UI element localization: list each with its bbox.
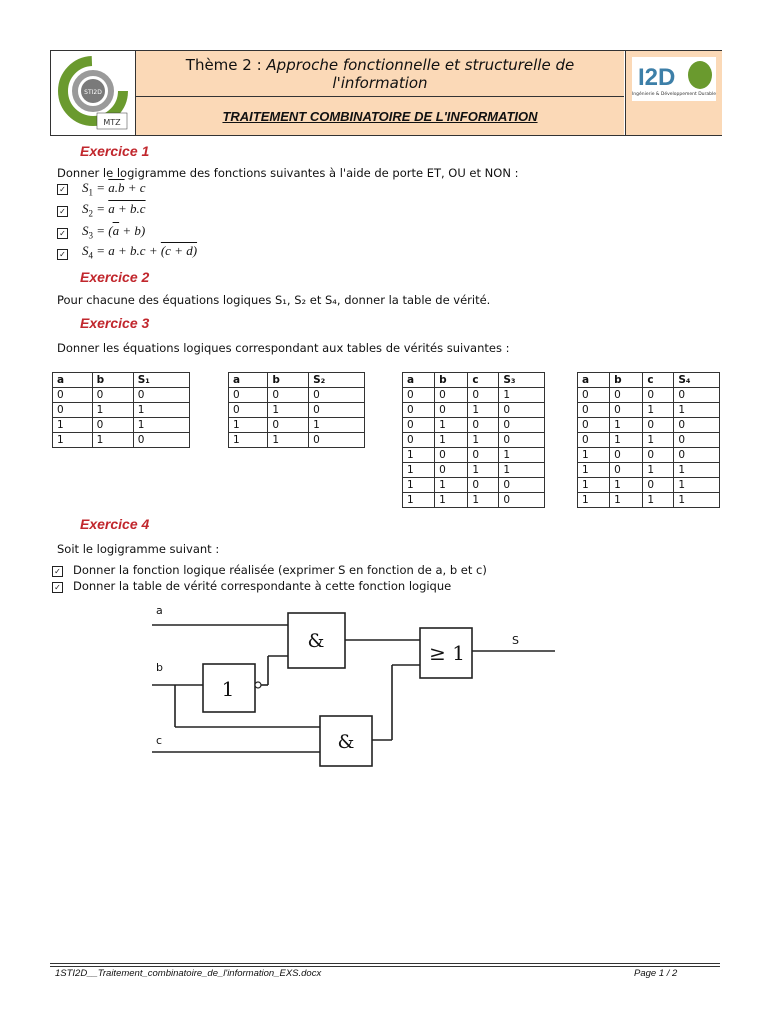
footer-filename: 1STI2D__Traitement_combinatoire_de_l'information_EXS.docx bbox=[55, 968, 322, 979]
table-cell: 0 bbox=[403, 418, 435, 433]
table-header-cell: S₄ bbox=[674, 373, 720, 388]
table-cell: 1 bbox=[610, 478, 643, 493]
table-cell: 0 bbox=[643, 388, 674, 403]
table-cell: 0 bbox=[53, 388, 93, 403]
exercise-2-text: Pour chacune des équations logiques S₁, S₂ et S₄, donner la table de vérité. bbox=[57, 293, 491, 307]
or-gate-label: ≥ 1 bbox=[429, 641, 465, 665]
table-row bbox=[53, 418, 190, 433]
footer-divider bbox=[50, 963, 720, 964]
table-cell: 1 bbox=[435, 433, 468, 448]
input-a-label: a bbox=[156, 604, 163, 617]
exercise-4-item-1: Donner la fonction logique réalisée (exprimer S en fonction de a, b et c) bbox=[73, 563, 487, 577]
table-cell: 1 bbox=[133, 403, 189, 418]
exercise-3-text: Donner les équations logiques correspondant aux tables de vérités suivantes : bbox=[57, 341, 510, 355]
table-cell: 0 bbox=[309, 403, 365, 418]
checkbox-icon: ✓ bbox=[57, 184, 68, 195]
table-header-row bbox=[403, 373, 545, 388]
table-header-cell: b bbox=[92, 373, 133, 388]
table-row bbox=[403, 463, 545, 478]
sti2d-logo-text: STI2D bbox=[84, 89, 102, 96]
table-cell: 0 bbox=[610, 388, 643, 403]
table-cell: 0 bbox=[92, 388, 133, 403]
table-cell: 1 bbox=[403, 463, 435, 478]
table-cell: 0 bbox=[435, 388, 468, 403]
table-cell: 1 bbox=[643, 493, 674, 508]
table-cell: 1 bbox=[403, 478, 435, 493]
table-row bbox=[403, 478, 545, 493]
table-cell: 0 bbox=[468, 448, 499, 463]
table-cell: 0 bbox=[674, 448, 720, 463]
table-cell: 1 bbox=[268, 433, 309, 448]
table-row bbox=[53, 403, 190, 418]
table-cell: 1 bbox=[133, 418, 189, 433]
logic-diagram bbox=[0, 595, 768, 775]
table-row bbox=[403, 448, 545, 463]
table-header-row bbox=[229, 373, 365, 388]
table-cell: 0 bbox=[674, 433, 720, 448]
table-cell: 1 bbox=[229, 433, 268, 448]
table-header-cell: S₃ bbox=[499, 373, 545, 388]
table-header-cell: a bbox=[229, 373, 268, 388]
table-cell: 0 bbox=[468, 388, 499, 403]
table-header-cell: a bbox=[53, 373, 93, 388]
document-subtitle: TRAITEMENT COMBINATOIRE DE L'INFORMATION bbox=[136, 97, 624, 135]
not-gate-label: 1 bbox=[221, 677, 235, 701]
table-cell: 0 bbox=[435, 448, 468, 463]
table-cell: 0 bbox=[229, 403, 268, 418]
table-cell: 1 bbox=[578, 493, 610, 508]
output-s-label: S bbox=[512, 634, 519, 647]
table-header-cell: a bbox=[403, 373, 435, 388]
table-cell: 1 bbox=[578, 478, 610, 493]
table-cell: 1 bbox=[499, 448, 545, 463]
table-cell: 1 bbox=[674, 403, 720, 418]
equation-s2: $S_2 = a + b.c$ bbox=[82, 201, 146, 219]
table-cell: 1 bbox=[499, 388, 545, 403]
table-cell: 1 bbox=[468, 403, 499, 418]
table-row bbox=[578, 448, 720, 463]
table-cell: 0 bbox=[229, 388, 268, 403]
table-cell: 0 bbox=[610, 463, 643, 478]
table-cell: 0 bbox=[499, 403, 545, 418]
checkbox-icon: ✓ bbox=[57, 228, 68, 239]
table-cell: 0 bbox=[674, 388, 720, 403]
equation-s4: $S_4 = a + b.c + (c + d)$ bbox=[82, 243, 198, 261]
table-header-cell: S₂ bbox=[309, 373, 365, 388]
table-row bbox=[403, 403, 545, 418]
theme-italic: Approche fonctionnelle et structurelle de l'information bbox=[266, 55, 575, 92]
table-cell: 0 bbox=[610, 403, 643, 418]
table-row bbox=[578, 388, 720, 403]
table-header-row bbox=[578, 373, 720, 388]
table-cell: 1 bbox=[468, 433, 499, 448]
i2d-logo-sub: Ingénierie & Développement Durable bbox=[631, 92, 717, 97]
table-cell: 1 bbox=[268, 403, 309, 418]
truth-table-s2 bbox=[228, 372, 365, 448]
table-cell: 1 bbox=[674, 493, 720, 508]
table-row bbox=[229, 388, 365, 403]
table-header-cell: a bbox=[578, 373, 610, 388]
table-cell: 0 bbox=[403, 388, 435, 403]
theme-title bbox=[136, 51, 624, 97]
checkbox-icon: ✓ bbox=[57, 206, 68, 217]
table-cell: 0 bbox=[53, 403, 93, 418]
table-row bbox=[403, 493, 545, 508]
table-cell: 1 bbox=[674, 478, 720, 493]
theme-prefix: Thème 2 : bbox=[185, 55, 267, 74]
table-cell: 0 bbox=[403, 433, 435, 448]
truth-table-s4 bbox=[577, 372, 720, 508]
table-cell: 0 bbox=[133, 388, 189, 403]
i2d-logo bbox=[625, 51, 722, 135]
exercise-1-title: Exercice 1 bbox=[80, 143, 150, 159]
table-header-cell: b bbox=[435, 373, 468, 388]
table-row bbox=[578, 493, 720, 508]
table-cell: 0 bbox=[499, 418, 545, 433]
table-row bbox=[403, 433, 545, 448]
table-header-cell: b bbox=[268, 373, 309, 388]
table-cell: 1 bbox=[435, 478, 468, 493]
table-cell: 1 bbox=[578, 463, 610, 478]
table-cell: 0 bbox=[499, 478, 545, 493]
lycee-logo-text: MTZ bbox=[103, 118, 121, 127]
table-row bbox=[578, 463, 720, 478]
table-cell: 0 bbox=[643, 418, 674, 433]
exercise-1-intro: Donner le logigramme des fonctions suivantes à l'aide de porte ET, OU et NON : bbox=[57, 166, 519, 180]
truth-table-s1 bbox=[52, 372, 190, 448]
table-cell: 0 bbox=[578, 388, 610, 403]
table-cell: 1 bbox=[674, 463, 720, 478]
table-row bbox=[403, 388, 545, 403]
table-cell: 0 bbox=[468, 478, 499, 493]
table-cell: 0 bbox=[578, 433, 610, 448]
table-cell: 0 bbox=[643, 448, 674, 463]
and-gate-1-label: & bbox=[307, 630, 325, 652]
exercise-4-intro: Soit le logigramme suivant : bbox=[57, 542, 220, 556]
table-cell: 1 bbox=[403, 448, 435, 463]
checkbox-icon: ✓ bbox=[52, 566, 63, 577]
exercise-3-title: Exercice 3 bbox=[80, 315, 150, 331]
table-cell: 1 bbox=[610, 493, 643, 508]
not-inversion-bubble bbox=[255, 682, 261, 688]
table-row bbox=[578, 403, 720, 418]
equation-s1: $S_1 = a.b + c$ bbox=[82, 180, 146, 198]
table-cell: 0 bbox=[610, 448, 643, 463]
table-cell: 0 bbox=[643, 478, 674, 493]
checkbox-icon: ✓ bbox=[57, 249, 68, 260]
table-cell: 0 bbox=[435, 403, 468, 418]
table-cell: 1 bbox=[578, 448, 610, 463]
table-cell: 1 bbox=[499, 463, 545, 478]
table-row bbox=[53, 433, 190, 448]
table-header-cell: S₁ bbox=[133, 373, 189, 388]
table-cell: 1 bbox=[309, 418, 365, 433]
table-row bbox=[229, 403, 365, 418]
table-cell: 1 bbox=[468, 493, 499, 508]
exercise-2-title: Exercice 2 bbox=[80, 269, 150, 285]
table-cell: 0 bbox=[403, 403, 435, 418]
table-cell: 1 bbox=[435, 418, 468, 433]
table-cell: 0 bbox=[268, 418, 309, 433]
table-cell: 0 bbox=[499, 433, 545, 448]
table-cell: 0 bbox=[468, 418, 499, 433]
i2d-logo-text: I2D bbox=[638, 64, 676, 91]
table-cell: 1 bbox=[92, 433, 133, 448]
table-header-row bbox=[53, 373, 190, 388]
table-row bbox=[578, 418, 720, 433]
table-row bbox=[403, 418, 545, 433]
table-header-cell: c bbox=[468, 373, 499, 388]
table-cell: 0 bbox=[435, 463, 468, 478]
table-cell: 1 bbox=[610, 418, 643, 433]
document-header bbox=[50, 50, 722, 136]
footer-page: Page 1 / 2 bbox=[634, 968, 678, 979]
table-cell: 0 bbox=[133, 433, 189, 448]
table-cell: 1 bbox=[468, 463, 499, 478]
table-row bbox=[229, 433, 365, 448]
truth-table-s3 bbox=[402, 372, 545, 508]
exercise-4-item-2: Donner la table de vérité correspondante à cette fonction logique bbox=[73, 579, 452, 593]
checkbox-icon: ✓ bbox=[52, 582, 63, 593]
table-cell: 0 bbox=[499, 493, 545, 508]
table-cell: 0 bbox=[578, 403, 610, 418]
table-cell: 0 bbox=[674, 418, 720, 433]
input-b-label: b bbox=[156, 661, 163, 674]
table-cell: 1 bbox=[643, 463, 674, 478]
table-cell: 1 bbox=[53, 433, 93, 448]
table-cell: 0 bbox=[268, 388, 309, 403]
table-header-cell: c bbox=[643, 373, 674, 388]
table-cell: 1 bbox=[53, 418, 93, 433]
table-cell: 1 bbox=[643, 403, 674, 418]
table-cell: 1 bbox=[403, 493, 435, 508]
table-header-cell: b bbox=[610, 373, 643, 388]
table-cell: 1 bbox=[92, 403, 133, 418]
table-cell: 0 bbox=[92, 418, 133, 433]
table-cell: 0 bbox=[578, 418, 610, 433]
equation-s3: $S_3 = (\overline{a} + b)$ bbox=[82, 223, 146, 241]
exercise-4-title: Exercice 4 bbox=[80, 516, 150, 532]
table-row bbox=[578, 433, 720, 448]
table-row bbox=[578, 478, 720, 493]
input-c-label: c bbox=[156, 734, 163, 747]
table-row bbox=[229, 418, 365, 433]
table-cell: 1 bbox=[435, 493, 468, 508]
table-cell: 1 bbox=[610, 433, 643, 448]
table-cell: 0 bbox=[309, 433, 365, 448]
table-row bbox=[53, 388, 190, 403]
and-gate-2-label: & bbox=[337, 731, 355, 753]
table-cell: 0 bbox=[309, 388, 365, 403]
sti2d-logo bbox=[51, 51, 136, 135]
footer-divider bbox=[50, 966, 720, 967]
table-cell: 1 bbox=[229, 418, 268, 433]
table-cell: 1 bbox=[643, 433, 674, 448]
